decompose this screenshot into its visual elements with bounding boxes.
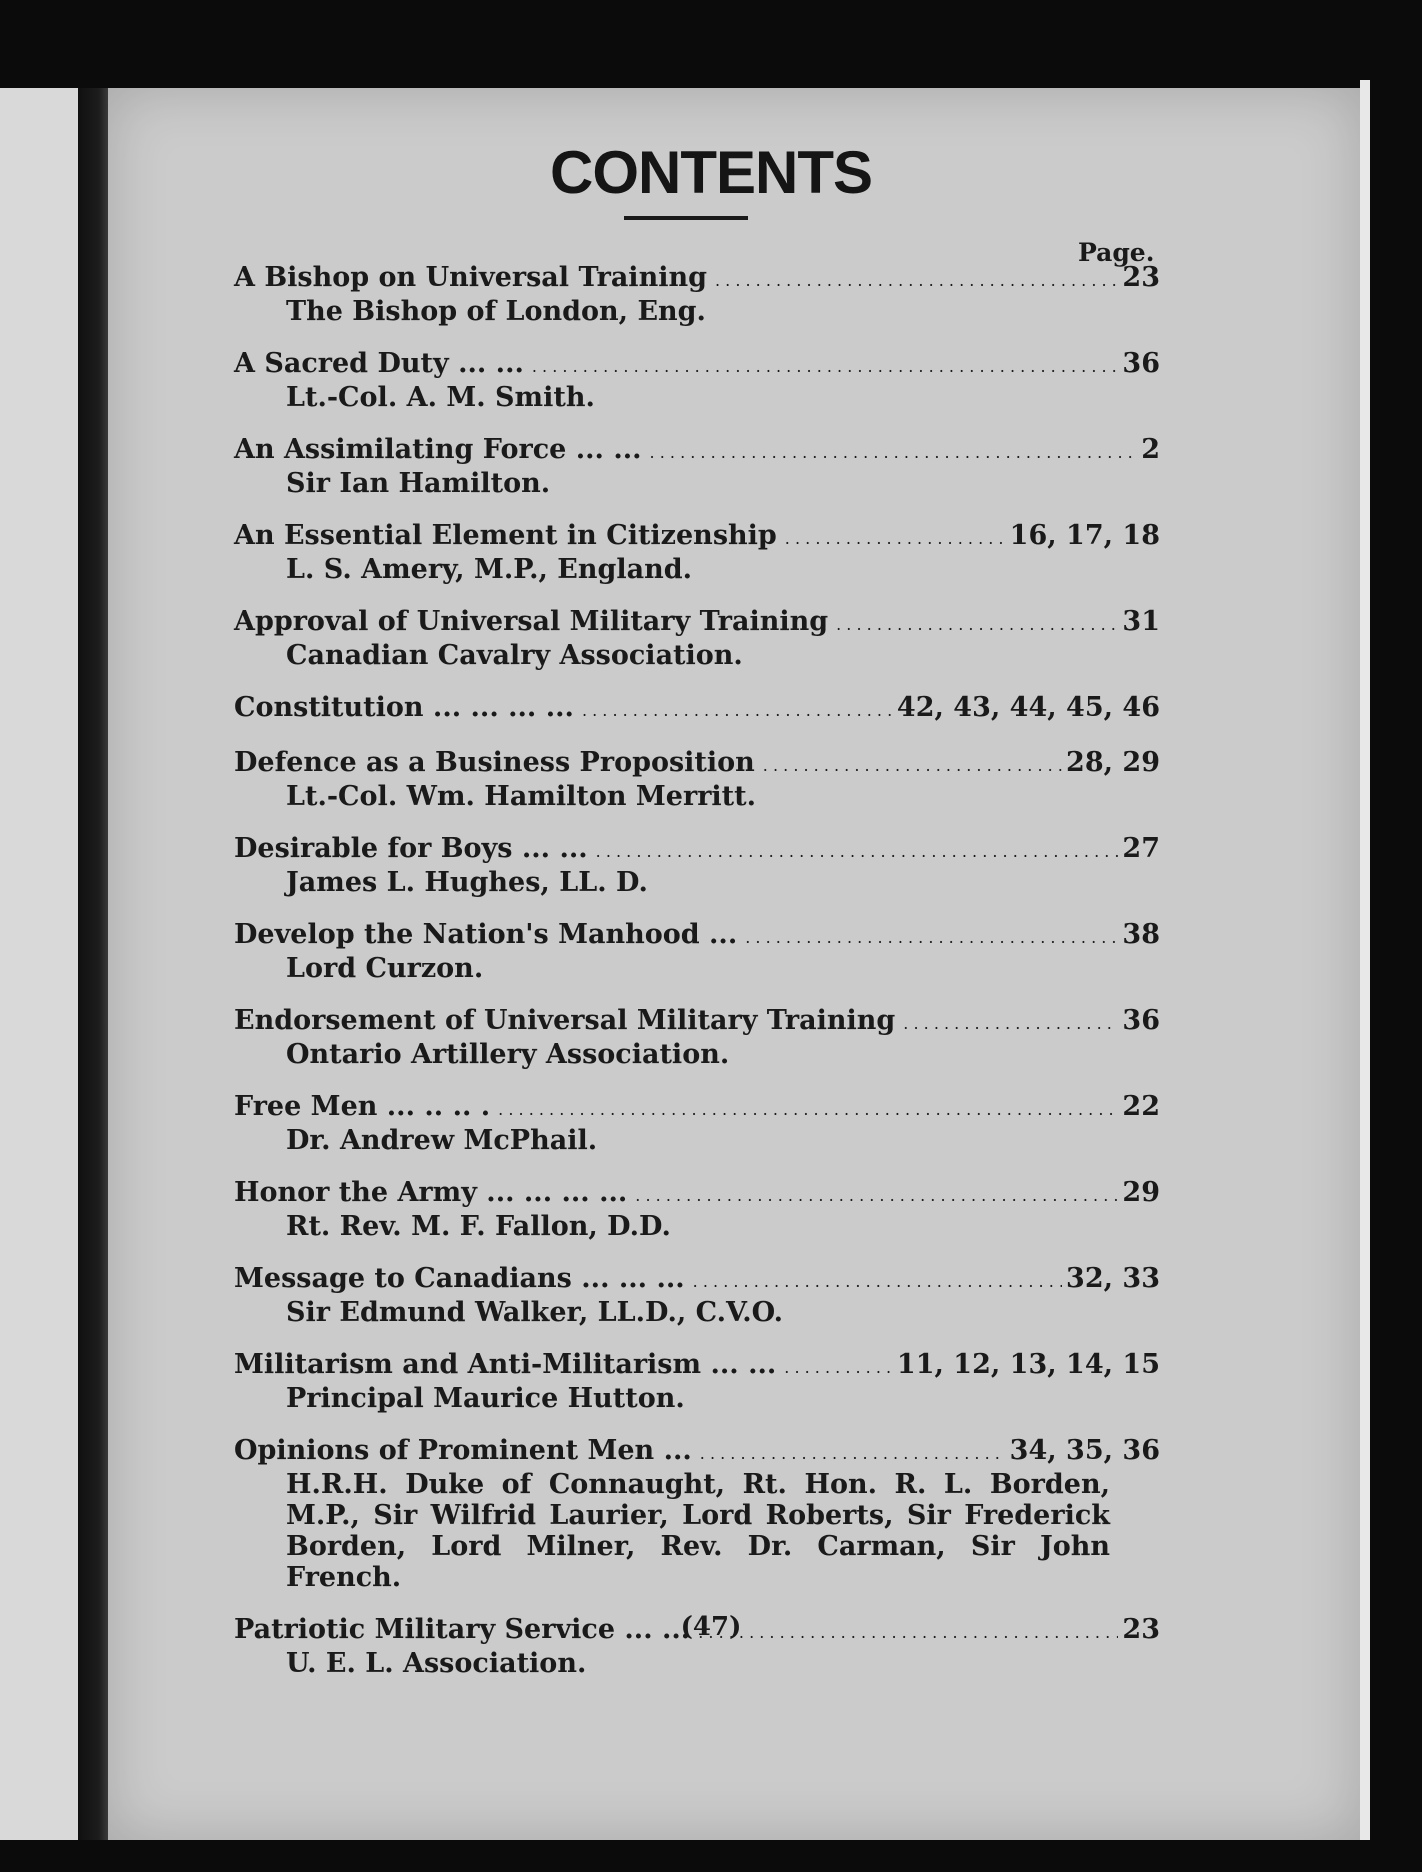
toc-entry xyxy=(234,1435,1160,1593)
toc-entry-author: Lt.-Col. A. M. Smith. xyxy=(286,382,595,413)
toc-entry-line xyxy=(234,747,1160,781)
toc-entry-author: Rt. Rev. M. F. Fallon, D.D. xyxy=(286,1211,671,1242)
toc-entry-title: Endorsement of Universal Military Training xyxy=(234,1005,896,1036)
toc-entry-author: Sir Ian Hamilton. xyxy=(286,468,551,499)
toc-entry-title: Approval of Universal Military Training xyxy=(234,606,829,637)
toc-entry-title: An Essential Element in Citizenship xyxy=(234,520,777,551)
toc-entry-title: Opinions of Prominent Men ... xyxy=(234,1435,692,1466)
toc-entry-title: Free Men ... .. .. . xyxy=(234,1091,491,1122)
dot-leader xyxy=(715,262,1118,296)
toc-entry-author: L. S. Amery, M.P., England. xyxy=(286,554,693,585)
toc-entry xyxy=(234,833,1160,898)
dot-leader xyxy=(903,1005,1118,1039)
dot-leader xyxy=(785,520,1006,554)
toc-entry xyxy=(234,747,1160,812)
dot-leader xyxy=(836,606,1118,640)
toc-entry-pages: 16, 17, 18 xyxy=(1009,520,1160,551)
toc-entry-author: Lt.-Col. Wm. Hamilton Merritt. xyxy=(286,781,757,812)
toc-entry-pages: 27 xyxy=(1122,833,1160,864)
table-of-contents xyxy=(234,262,1160,1700)
toc-entry-line xyxy=(234,692,1160,726)
toc-entry-author: H.R.H. Duke of Connaught, Rt. Hon. R. L. Borden, M.P., Sir Wilfrid Laurier, Lord Roberts, Sir Frederick Borden, Lord Milner, Rev. Dr. Carman, Sir John French. xyxy=(286,1469,1110,1593)
page-edge xyxy=(1360,80,1370,1840)
toc-entry-pages: 38 xyxy=(1122,919,1160,950)
page-number: (47) xyxy=(680,1612,742,1642)
toc-entry-line xyxy=(234,833,1160,867)
toc-entry-line xyxy=(234,1435,1160,1469)
toc-entry-author: Canadian Cavalry Association. xyxy=(286,640,743,671)
toc-entry-pages: 42, 43, 44, 45, 46 xyxy=(896,692,1160,723)
toc-entry-pages: 31 xyxy=(1122,606,1160,637)
toc-entry-author: Principal Maurice Hutton. xyxy=(286,1383,685,1414)
dot-leader xyxy=(635,1177,1118,1211)
facing-page xyxy=(0,88,78,1840)
toc-entry-line xyxy=(234,606,1160,640)
toc-entry-author: Sir Edmund Walker, LL.D., C.V.O. xyxy=(286,1297,784,1328)
toc-entry-author: Lord Curzon. xyxy=(286,953,484,984)
dot-leader xyxy=(700,1435,1006,1469)
page-title: CONTENTS xyxy=(550,139,872,206)
dot-leader xyxy=(693,1263,1062,1297)
toc-entry xyxy=(234,919,1160,984)
dot-leader xyxy=(582,692,893,726)
toc-entry-pages: 2 xyxy=(1141,434,1160,465)
toc-entry-author: Ontario Artillery Association. xyxy=(286,1039,730,1070)
toc-entry-author: The Bishop of London, Eng. xyxy=(286,296,706,327)
toc-entry xyxy=(234,1005,1160,1070)
toc-entry-line xyxy=(234,262,1160,296)
toc-entry-pages: 29 xyxy=(1122,1177,1160,1208)
toc-entry xyxy=(234,520,1160,585)
toc-entry-pages: 11, 12, 13, 14, 15 xyxy=(896,1349,1160,1380)
toc-entry-title: Patriotic Military Service ... ... xyxy=(234,1614,691,1645)
dot-leader xyxy=(763,747,1062,781)
toc-entry-author: James L. Hughes, LL. D. xyxy=(286,867,648,898)
toc-entry-pages: 34, 35, 36 xyxy=(1009,1435,1160,1466)
toc-entry xyxy=(234,1349,1160,1414)
dot-leader xyxy=(745,919,1118,953)
toc-entry-pages: 22 xyxy=(1122,1091,1160,1122)
toc-entry xyxy=(234,262,1160,327)
page-column-label: Page. xyxy=(1078,238,1155,267)
toc-entry-pages: 28, 29 xyxy=(1066,747,1160,778)
toc-entry-line xyxy=(234,919,1160,953)
toc-entry-line xyxy=(234,434,1160,468)
toc-entry-title: Militarism and Anti-Militarism ... ... xyxy=(234,1349,777,1380)
toc-entry-title: Message to Canadians ... ... ... xyxy=(234,1263,685,1294)
toc-entry-author: U. E. L. Association. xyxy=(286,1648,587,1679)
toc-entry-title: Desirable for Boys ... ... xyxy=(234,833,588,864)
toc-entry xyxy=(234,606,1160,671)
toc-entry-pages: 23 xyxy=(1122,262,1160,293)
toc-entry-pages: 36 xyxy=(1122,348,1160,379)
toc-entry-line xyxy=(234,1349,1160,1383)
toc-entry-title: A Bishop on Universal Training xyxy=(234,262,707,293)
toc-entry-line xyxy=(234,1263,1160,1297)
toc-entry xyxy=(234,1177,1160,1242)
toc-entry-line xyxy=(234,1177,1160,1211)
dot-leader xyxy=(784,1349,893,1383)
toc-entry xyxy=(234,692,1160,726)
toc-entry xyxy=(234,1263,1160,1328)
dot-leader xyxy=(532,348,1119,382)
book-spine xyxy=(78,88,108,1840)
dot-leader xyxy=(498,1091,1118,1125)
toc-entry xyxy=(234,1091,1160,1156)
toc-entry-pages: 32, 33 xyxy=(1066,1263,1160,1294)
toc-entry-title: Honor the Army ... ... ... ... xyxy=(234,1177,628,1208)
toc-entry-title: Defence as a Business Proposition xyxy=(234,747,755,778)
toc-entry-title: Develop the Nation's Manhood ... xyxy=(234,919,738,950)
toc-entry-title: An Assimilating Force ... ... xyxy=(234,434,642,465)
toc-entry-title: A Sacred Duty ... ... xyxy=(234,348,524,379)
title-rule xyxy=(624,216,748,220)
toc-entry-line xyxy=(234,520,1160,554)
dot-leader xyxy=(596,833,1119,867)
toc-entry-line xyxy=(234,1005,1160,1039)
toc-entry-line xyxy=(234,348,1160,382)
dot-leader xyxy=(650,434,1138,468)
toc-entry-pages: 23 xyxy=(1122,1614,1160,1645)
toc-entry-line xyxy=(234,1091,1160,1125)
toc-entry xyxy=(234,348,1160,413)
toc-entry-title: Constitution ... ... ... ... xyxy=(234,692,574,723)
toc-entry xyxy=(234,434,1160,499)
toc-entry-pages: 36 xyxy=(1122,1005,1160,1036)
toc-entry-author: Dr. Andrew McPhail. xyxy=(286,1125,598,1156)
